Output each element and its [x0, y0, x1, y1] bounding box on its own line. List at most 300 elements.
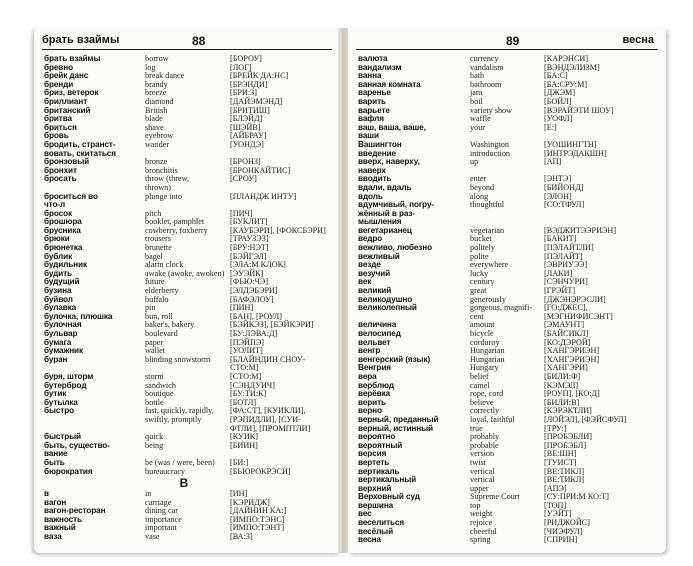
- english-translation: probable: [470, 440, 499, 450]
- transcription: [КО:ДЭРОЙ]: [544, 337, 591, 347]
- dictionary-entry: [44, 490, 334, 499]
- english-translation: future: [145, 277, 165, 287]
- transcription: [БУ:ЛЭВА:Д]: [230, 329, 278, 338]
- russian-word: бюрократия: [44, 466, 93, 476]
- transcription: [ВЭНДЭЛИЗМ]: [544, 62, 600, 72]
- section-letter-heading: В: [179, 476, 189, 491]
- transcription: [СРОУ]: [230, 174, 257, 184]
- russian-word: ваш, ваша, ваше,: [358, 122, 426, 132]
- russian-word: вероятный: [358, 440, 403, 450]
- transcription: [УОШИНГТН]: [544, 139, 597, 149]
- english-translation: plunge into: [145, 191, 183, 201]
- transcription: [КЭМЭЛ]: [544, 380, 579, 390]
- english-translation: diamond: [145, 96, 174, 106]
- english-translation: log: [145, 62, 156, 72]
- english-translation: polite: [470, 251, 489, 261]
- dictionary-entry: [44, 321, 334, 330]
- transcription: [АПЭ]: [544, 483, 567, 493]
- english-translation: vegetarian: [470, 225, 505, 235]
- dictionary-entry: [358, 55, 660, 64]
- transcription: [БУКЛИТ]: [230, 217, 268, 227]
- dictionary-entry: [358, 373, 660, 382]
- transcription: [ПЭЛАЙТ]: [544, 251, 583, 261]
- right-page-header: [356, 34, 658, 48]
- transcription: [ЛОГ]: [230, 62, 252, 72]
- english-translation: quick: [145, 432, 164, 442]
- transcription: [ПЭЛАЙТЛИ]: [544, 243, 594, 253]
- transcription: [УОФЛ]: [544, 114, 573, 124]
- english-translation: vase: [145, 532, 160, 542]
- transcription: [КАРЭНСИ]: [544, 54, 589, 63]
- dictionary-entry: [358, 536, 660, 545]
- russian-word: булочная: [44, 320, 82, 330]
- english-translation: bath: [470, 71, 485, 81]
- transcription: [ЭНТЭ]: [544, 174, 572, 184]
- russian-word: варить: [358, 96, 386, 106]
- transcription: [ВЭРАЙЭТИ ШОУ]: [544, 105, 614, 115]
- english-translation: booklet, pamphlet: [145, 217, 205, 227]
- russian-word: вверх, наверху,: [358, 157, 420, 167]
- dictionary-entry: [44, 287, 334, 296]
- russian-word: вдали, вдаль: [358, 182, 412, 192]
- dictionary-entry: [358, 64, 660, 73]
- russian-word: бублик: [44, 251, 73, 261]
- page-number: 89: [506, 34, 520, 48]
- english-translation: rope, cord: [470, 389, 504, 399]
- dictionary-entry: [358, 107, 660, 116]
- transcription: [МЭГНИФИСЭНТ]: [544, 311, 613, 321]
- russian-word: вагон-ресторан: [44, 506, 106, 516]
- russian-word: ванная комната: [358, 79, 421, 89]
- transcription: [КУИК]: [230, 432, 258, 442]
- english-translation: bureaucracy: [145, 466, 185, 476]
- russian-word: брать взаймы: [44, 54, 101, 63]
- russian-word: бритва: [44, 114, 72, 124]
- russian-word: венгерский (язык): [358, 354, 431, 364]
- header-rule: [356, 49, 658, 50]
- transcription: [ФЬЮ:ЧЭ]: [230, 277, 269, 287]
- dictionary-entry: [358, 339, 660, 348]
- dictionary-entry: [358, 261, 660, 270]
- russian-word: Венгрия: [358, 363, 391, 373]
- transcription: [ФА:СТ], [КУИКЛИ],: [230, 406, 306, 416]
- transcription: [ЭЛА:М КЛОК]: [230, 260, 286, 270]
- russian-word: вандализм: [358, 62, 402, 72]
- russian-word: варьете: [358, 105, 390, 115]
- transcription: [ПРОБЭБЛИ]: [544, 432, 593, 442]
- transcription: [БОТЛ]: [230, 397, 257, 407]
- transcription: [БЬЮРОКРЭСИ]: [230, 466, 291, 476]
- dictionary-entry: [358, 493, 660, 502]
- transcription: [БРЕЙК ДА:НС]: [230, 71, 289, 81]
- russian-word: великолепный: [358, 303, 417, 313]
- right-page: [348, 28, 666, 553]
- dictionary-entry: [358, 364, 660, 373]
- english-translation: throw (threw,: [145, 174, 190, 184]
- russian-word: брошюра: [44, 217, 82, 227]
- transcription: [ЭЛДЭБЭРИ]: [230, 286, 278, 296]
- dictionary-entry: [358, 89, 660, 98]
- dictionary-entry: [44, 356, 334, 365]
- transcription: [Е:]: [544, 122, 557, 132]
- english-translation: boulevard: [145, 329, 178, 338]
- russian-word: Вашингтон: [358, 139, 402, 149]
- russian-word: вельвет: [358, 337, 391, 347]
- russian-word: бренди: [44, 79, 74, 89]
- dictionary-entry: [358, 184, 660, 193]
- russian-word: бревно: [44, 62, 73, 72]
- transcription: [ПЭЙПЭ]: [230, 337, 265, 347]
- russian-word: венгр: [358, 346, 381, 356]
- russian-word: весёлый: [358, 526, 394, 536]
- transcription: [ЭВРИУЭЭ]: [544, 260, 588, 270]
- russian-word: вершина: [358, 500, 394, 510]
- dictionary-entry: [44, 72, 334, 81]
- transcription: [БИ:]: [230, 457, 249, 467]
- transcription: [БАН], [РОУЛ]: [230, 311, 282, 321]
- transcription: [БАФЭЛОУ]: [230, 294, 274, 304]
- russian-word: вертеть: [358, 457, 390, 467]
- russian-word: вдоль: [358, 191, 383, 201]
- transcription: [БЭЙКЭЗ], [БЭЙКЭРИ]: [230, 320, 314, 330]
- dictionary-entry: [44, 89, 334, 98]
- transcription: [ДЖЭМ]: [544, 88, 576, 98]
- english-translation: dining car: [145, 506, 178, 516]
- russian-word: быть: [44, 457, 65, 467]
- transcription: [ИНТРЭДАКШН]: [544, 148, 607, 158]
- english-translation: storm: [145, 371, 164, 381]
- russian-word: броситься во: [44, 191, 98, 201]
- russian-word: вежливый: [358, 251, 400, 261]
- russian-word: брейк данс: [44, 71, 89, 81]
- russian-word: жённый в раз-: [358, 208, 416, 218]
- russian-word: веселиться: [358, 518, 405, 528]
- transcription: [ГО:ДЖЕС],: [544, 303, 588, 313]
- english-translation: being: [145, 440, 164, 450]
- russian-word: введение: [358, 148, 396, 158]
- russian-word: что-л: [44, 200, 66, 210]
- dictionary-entry: [44, 373, 334, 382]
- transcription: [ПИЧ]: [230, 208, 253, 218]
- russian-word: великодушно: [358, 294, 413, 304]
- english-translation: amount: [470, 320, 495, 330]
- transcription: [ВЕ:ТИКЛ]: [544, 466, 585, 476]
- english-translation: wander: [145, 139, 170, 149]
- english-translation: jam: [470, 88, 483, 98]
- english-translation: twist: [470, 457, 486, 467]
- left-page-header: [42, 34, 332, 48]
- dictionary-entry: [44, 516, 334, 525]
- english-translation: believe: [470, 397, 494, 407]
- english-translation: thrown): [145, 182, 171, 192]
- english-translation: Hungary: [470, 363, 499, 373]
- russian-word: Верховный суд: [358, 492, 420, 502]
- dictionary-entry: [44, 55, 334, 64]
- dictionary-entry: [358, 244, 660, 253]
- english-translation: introduction: [470, 148, 511, 158]
- russian-word: вертикальный: [358, 475, 417, 485]
- english-translation: bathroom: [470, 79, 502, 89]
- russian-word: вание: [44, 449, 68, 459]
- english-translation: top: [470, 500, 481, 510]
- english-translation: bun, roll: [145, 311, 173, 321]
- dictionary-entry: [44, 390, 334, 399]
- transcription: [КАУБЭРИ], [ФОКСБЭРИ]: [230, 225, 326, 235]
- russian-word: велосипед: [358, 329, 401, 338]
- transcription: [ХАНГЭРИ]: [544, 363, 588, 373]
- dictionary-entry: [358, 459, 660, 468]
- transcription: [ИН]: [230, 489, 248, 499]
- transcription: [СУ:ПРИ:М КО:Т]: [544, 492, 609, 502]
- dictionary-entry: [44, 115, 334, 124]
- dictionary-entry: [358, 304, 660, 313]
- russian-word: вежливо, любезно: [358, 243, 432, 253]
- russian-word: брюнетка: [44, 243, 83, 253]
- russian-word: бросать: [44, 174, 77, 184]
- russian-word: в: [44, 489, 49, 499]
- english-translation: British: [145, 105, 168, 115]
- dictionary-entry: [358, 210, 660, 219]
- dictionary-entry: [44, 201, 334, 210]
- russian-word: бронхит: [44, 165, 77, 175]
- russian-word: бриллиант: [44, 96, 88, 106]
- transcription: [АЙБРАУ]: [230, 131, 267, 141]
- english-translation: in: [145, 489, 152, 499]
- dictionary-entry: [44, 339, 334, 348]
- english-translation: bucket: [470, 234, 492, 244]
- english-translation: vandalism: [470, 62, 504, 72]
- english-translation: bottle: [145, 397, 164, 407]
- transcription: [БРИ:З]: [230, 88, 257, 98]
- transcription: [ИМПО:ТЭНТ]: [230, 523, 285, 533]
- russian-word: бронзовый: [44, 157, 90, 167]
- english-translation: importance: [145, 514, 182, 524]
- transcription: [УЭЙТ]: [544, 509, 572, 519]
- english-translation: correctly: [470, 406, 500, 416]
- dictionary-entry: [44, 193, 334, 202]
- dictionary-entry: [358, 519, 660, 528]
- english-translation: Washington: [470, 139, 509, 149]
- english-translation: probably: [470, 432, 500, 442]
- english-translation: currency: [470, 54, 499, 63]
- english-translation: true: [470, 423, 483, 433]
- dictionary-entry: [358, 81, 660, 90]
- english-translation: weight: [470, 509, 493, 519]
- russian-word: верблюд: [358, 380, 394, 390]
- english-translation: carriage: [145, 497, 172, 507]
- english-translation: enter: [470, 174, 487, 184]
- russian-word: верный, преданный: [358, 414, 439, 424]
- russian-word: вегетарианец: [358, 225, 412, 235]
- dictionary-entry: [44, 442, 334, 451]
- russian-word: бриз, ветерок: [44, 88, 99, 98]
- transcription: [ТРАУЗЭЗ]: [230, 234, 269, 244]
- russian-word: вертикаль: [358, 466, 400, 476]
- dictionary-entry: [358, 158, 660, 167]
- russian-word: великий: [358, 286, 392, 296]
- english-translation: your: [470, 122, 486, 132]
- dictionary-entry: [44, 382, 334, 391]
- dictionary-entry: [358, 313, 660, 322]
- dictionary-entry: [358, 356, 660, 365]
- dictionary-entry: [44, 244, 334, 253]
- english-translation: cowberry, foxberry: [145, 225, 208, 235]
- transcription: [ПЛАНДЖ ИНТУ]: [230, 191, 297, 201]
- transcription: [РОУП], [КО:Д]: [544, 389, 600, 399]
- russian-word: быть, существо-: [44, 440, 110, 450]
- transcription: [БИЛИ:В]: [544, 397, 580, 407]
- transcription: [ВЭДЖИТЭЭРИЭН]: [544, 225, 617, 235]
- russian-word: верно: [358, 406, 382, 416]
- english-translation: blinding snowstorm: [145, 354, 211, 364]
- transcription: [ЭУЭЙК]: [230, 268, 264, 278]
- transcription: [БА:С]: [544, 71, 568, 81]
- transcription: [БЛЭЙД]: [230, 114, 263, 124]
- english-translation: baker's, bakery: [145, 320, 195, 330]
- english-translation: borrow: [145, 54, 169, 63]
- english-translation: belief: [470, 371, 489, 381]
- dictionary-entry: [358, 330, 660, 339]
- english-translation: brunette: [145, 243, 172, 253]
- dictionary-entry: [44, 278, 334, 287]
- transcription: [КЭРЭКТЛИ]: [544, 406, 592, 416]
- transcription: [ТОП]: [544, 500, 567, 510]
- dictionary-entry: [44, 235, 334, 244]
- transcription: [СЭНДУИЧ]: [230, 380, 275, 390]
- english-translation: wallet: [145, 346, 166, 356]
- english-translation: version: [470, 449, 495, 459]
- header-guide-word: брать взаймы: [42, 34, 120, 46]
- transcription: [БАКИТ]: [544, 234, 577, 244]
- russian-word: важность: [44, 514, 82, 524]
- transcription: [БАЙСИКЛ]: [544, 329, 589, 338]
- russian-word: вводить: [358, 174, 392, 184]
- russian-word: ванна: [358, 71, 382, 81]
- english-translation: important: [145, 523, 177, 533]
- dictionary-entry: [358, 390, 660, 399]
- transcription: [УОЛИТ]: [230, 346, 263, 356]
- dictionary-entry: [44, 227, 334, 236]
- transcription: [ШЭЙВ]: [230, 122, 261, 132]
- russian-word: бумага: [44, 337, 72, 347]
- dictionary-entry: [44, 425, 334, 434]
- dictionary-entry: [44, 107, 334, 116]
- russian-word: бродить, странст-: [44, 139, 116, 149]
- transcription: [БА:СРУ:М]: [544, 79, 588, 89]
- transcription: [АП]: [544, 157, 562, 167]
- english-translation: bronze: [145, 157, 168, 167]
- english-translation: up: [470, 157, 479, 167]
- english-translation: brandy: [145, 79, 168, 89]
- english-translation: corduroy: [470, 337, 500, 347]
- transcription: [БРОНЗ]: [230, 157, 261, 167]
- dictionary-entry: [358, 253, 660, 262]
- left-entry-list: [44, 55, 334, 542]
- english-translation: pitch: [145, 208, 162, 218]
- english-translation: along: [470, 191, 489, 201]
- english-translation: Hungarian: [470, 346, 505, 356]
- english-translation: cent: [470, 311, 484, 321]
- russian-word: британский: [44, 105, 91, 115]
- russian-word: вафля: [358, 114, 384, 124]
- transcription: [БРЭНДИ]: [230, 79, 268, 89]
- english-translation: century: [470, 277, 495, 287]
- dictionary-entry: [44, 167, 334, 176]
- transcription: [СПРИН]: [544, 535, 578, 545]
- transcription: [ЛАКИ]: [544, 268, 573, 278]
- russian-word: будущий: [44, 277, 80, 287]
- dictionary-entry: [358, 502, 660, 511]
- dictionary-entry: [44, 296, 334, 305]
- transcription: [БРОНКАЙТИС]: [230, 165, 291, 175]
- dictionary-entry: [44, 468, 334, 477]
- russian-word: булавка: [44, 303, 77, 313]
- dictionary-entry: [44, 524, 334, 533]
- russian-word: верить: [358, 397, 386, 407]
- transcription: [БОРОУ]: [230, 54, 262, 63]
- english-translation: awake (awoke, awoken): [145, 268, 225, 278]
- dictionary-entry: [44, 158, 334, 167]
- english-translation: break dance: [145, 71, 185, 81]
- dictionary-entry: [358, 382, 660, 391]
- russian-word: брусника: [44, 225, 81, 235]
- transcription: [ДАЙНИН КА:]: [230, 506, 287, 516]
- transcription: СТО:М]: [230, 363, 259, 373]
- english-translation: shave: [145, 122, 164, 132]
- dictionary-entry: [44, 330, 334, 339]
- transcription: [ВЕ:ШН]: [544, 449, 577, 459]
- dictionary-entry: [358, 476, 660, 485]
- english-translation: beyond: [470, 182, 495, 192]
- english-translation: fast, quickly, rapidly,: [145, 406, 214, 416]
- russian-word: быстро: [44, 406, 75, 416]
- russian-word: буйвол: [44, 294, 73, 304]
- russian-word: бузина: [44, 286, 72, 296]
- english-translation: gorgeous, magnifi-: [470, 303, 533, 313]
- dictionary-entry: [44, 253, 334, 262]
- transcription: [ТРУ:]: [544, 423, 567, 433]
- russian-word: верхний: [358, 483, 392, 493]
- transcription: [ХАНГЭРИЭН]: [544, 354, 600, 364]
- russian-word: век: [358, 277, 372, 287]
- english-translation: vertical: [470, 475, 495, 485]
- english-translation: great: [470, 286, 487, 296]
- english-translation: waffle: [470, 114, 491, 124]
- dictionary-entry: [358, 399, 660, 408]
- dictionary-entry: [358, 124, 660, 133]
- transcription: [ИМПО:ТЭНС]: [230, 514, 285, 524]
- left-page: [34, 28, 340, 553]
- transcription: [БУ:ТИ:К]: [230, 389, 267, 399]
- english-translation: vertical: [470, 466, 495, 476]
- dictionary-entry: [358, 132, 660, 141]
- transcription: [КЭРИДЖ]: [230, 497, 270, 507]
- dictionary-entry: [44, 533, 334, 542]
- english-translation: Supreme Court: [470, 492, 520, 502]
- russian-word: весна: [358, 535, 381, 545]
- dictionary-entry: [358, 528, 660, 537]
- english-translation: spring: [470, 535, 491, 545]
- english-translation: Hungarian: [470, 354, 505, 364]
- english-translation: pin: [145, 303, 156, 313]
- transcription: [СО:ТФУЛ]: [544, 200, 585, 210]
- transcription: [БИЛИ:Ф]: [544, 371, 581, 381]
- transcription: [ПИН]: [230, 303, 254, 313]
- russian-word: бульвар: [44, 329, 78, 338]
- russian-word: брюки: [44, 234, 70, 244]
- english-translation: bronchitis: [145, 165, 178, 175]
- dictionary-entry: [44, 124, 334, 133]
